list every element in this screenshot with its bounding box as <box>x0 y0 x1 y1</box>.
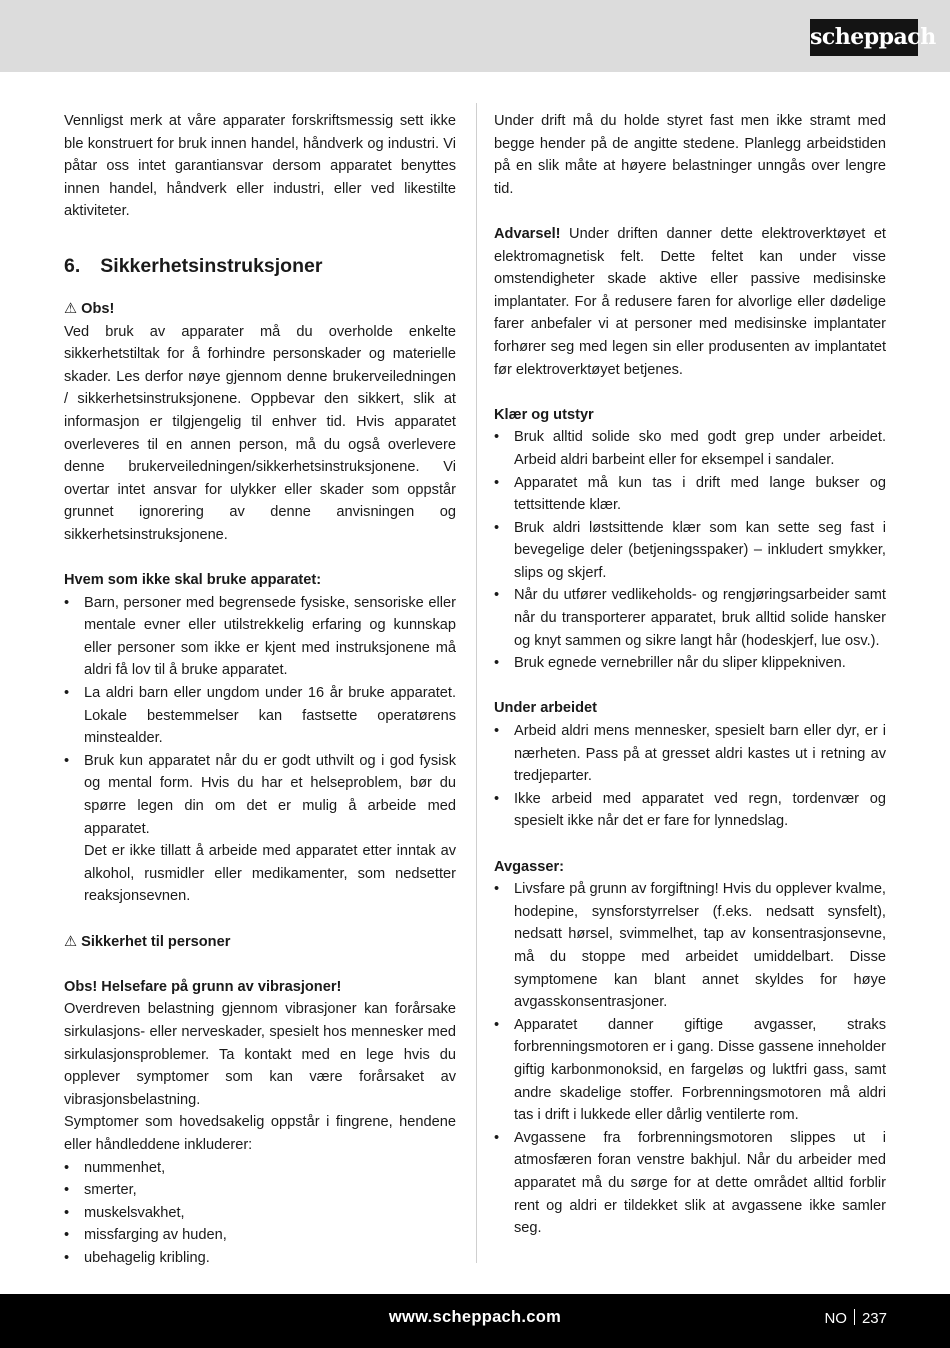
intro-paragraph: Vennligst merk at våre apparater forskriftsmessig sett ikke ble konstruert for bruk innen handel, håndverk og industri. Vi påtar oss intet garantiansvar dersom apparatet benyttes innen handel, håndverk eller industri, eller ved likestilte aktiviteter. <box>64 113 456 220</box>
who-continuation: Det er ikke tillatt å arbeide med apparatet etter inntak av alkohol, rusmidler eller medikamenter, som nedsetter reaksjonsevnen. <box>84 843 456 905</box>
list-item: • Når du utfører vedlikeholds- og rengjøringsarbeider samt når du transporterer apparatet, bruk alltid solide hansker og knyt sammen og sikre langt hår (hodeskjerf, lue osv.). <box>494 584 886 652</box>
symptoms-list <box>64 1157 456 1270</box>
page-number: 237 <box>861 1310 887 1327</box>
list-item: • ubehagelig kribling. <box>64 1247 456 1270</box>
list-item: • Avgassene fra forbrenningsmotoren slippes ut i atmosfæren foran venstre bakhjul. Når du arbeider med apparatet må du sørge for at dette området alltid forblir rent og aldri er tildekket slik at avgassene ikke samler seg. <box>494 1127 886 1240</box>
list-item: • nummenhet, <box>64 1157 456 1180</box>
header-bar <box>0 0 950 72</box>
list-item: • Bruk egnede vernebriller når du sliper klippekniven. <box>494 652 886 675</box>
list-item: • smerter, <box>64 1179 456 1202</box>
list-item: • Bruk alltid solide sko med godt grep under arbeidet. Arbeid aldri barbeint eller for eksempel i sandaler. <box>494 426 886 471</box>
list-item: • Apparatet må kun tas i drift med lange bukser og tettsittende klær. <box>494 472 886 517</box>
list-item: • missfarging av huden, <box>64 1224 456 1247</box>
who-list <box>64 592 456 841</box>
column-divider <box>476 103 477 1263</box>
footer-url[interactable]: www.scheppach.com <box>388 1308 562 1326</box>
list-item: • Bruk kun apparatet når du er godt uthvilt og i god fysisk og mental form. Hvis du har et helseproblem, bør du spørre legen din om det er mulig å arbeide med apparatet. <box>64 750 456 840</box>
operation-paragraph: Under drift må du holde styret fast men ikke stramt med begge hender på de angitte stedene. Planlegg arbeidstiden på en slik måte at høyere belastninger unngås over lengre tid. <box>494 113 886 197</box>
warning-paragraph <box>494 223 886 381</box>
warning-text: Under driften danner dette elektroverktøyet et elektromagnetisk felt. Dette feltet kan under visse omstendigheter skade aktive eller passive medisinske implantater. For å redusere faren for alvorlige eller dødelige farer anbefaler vi at personer med medisinske implantater forhører seg med legen sin eller produsenten av implantatet før elektroverktøyet betjenes. <box>494 225 886 378</box>
vibration-paragraph: Overdreven belastning gjennom vibrasjoner kan forårsake sirkulasjons- eller nerveskader, spesielt hos mennesker med sirkulasjonsproblemer. Ta kontakt med en lege hvis du opplever symptomer som kan være forårsaket av vibrasjonsbelastning. <box>64 1001 456 1108</box>
footer-bar <box>0 1294 950 1348</box>
list-item: • Barn, personer med begrensede fysiske, sensoriske eller mentale evner eller utilstrekkelig erfaring og kunnskap eller personer som ikke er kjent med instruksjonene må aldri få lov til å bruke apparatet. <box>64 592 456 682</box>
warning-label: Advarsel! <box>494 225 561 242</box>
section-title: Sikkerhetsinstruksjoner <box>100 254 323 277</box>
obs-heading: ⚠ Obs! <box>64 300 115 317</box>
vibration-heading: Obs! Helsefare på grunn av vibrasjoner! <box>64 978 342 995</box>
list-item: • La aldri barn eller ungdom under 16 år bruke apparatet. Lokale bestemmelser kan fastsette operatørens minstealder. <box>64 682 456 750</box>
list-item: • Bruk aldri løstsittende klær som kan sette seg fast i bevegelige deler (betjeningsspaker) – inkludert smykker, slips og skjerf. <box>494 517 886 585</box>
work-list <box>494 720 886 833</box>
section-number: 6. <box>64 254 81 277</box>
separator <box>854 1309 855 1325</box>
work-heading: Under arbeidet <box>494 700 597 717</box>
list-item: • Arbeid aldri mens mennesker, spesielt barn eller dyr, er i nærheten. Pass på at gresset aldri kastes ut i retning av tredjeparter. <box>494 720 886 788</box>
persons-heading: ⚠ Sikkerhet til personer <box>64 933 231 950</box>
who-heading: Hvem som ikke skal bruke apparatet: <box>64 572 322 589</box>
brand-logo: scheppach <box>810 19 918 56</box>
list-item: • Apparatet danner giftige avgasser, straks forbrenningsmotoren er i gang. Disse gassene inneholder giftig karbonmonoksid, en fargeløs og luktfri gass, samt andre skadelige stoffer. Forbrenningsmotoren må aldri tas i drift i lukkede eller dårlig ventilerte rom. <box>494 1014 886 1127</box>
exhaust-heading: Avgasser: <box>494 858 565 875</box>
exhaust-list <box>494 878 886 1240</box>
symptoms-paragraph: Symptomer som hovedsakelig oppstår i fingrene, hendene eller håndleddene inkluderer: <box>64 1114 456 1153</box>
left-column <box>64 110 456 1270</box>
clothing-list <box>494 426 886 675</box>
clothing-heading: Klær og utstyr <box>494 406 594 423</box>
section-heading <box>64 253 456 279</box>
obs-paragraph: Ved bruk av apparater må du overholde enkelte sikkerhetstiltak for å forhindre personskader og materielle skader. Les derfor nøye gjennom denne brukerveiledningen / sikkerhetsinstruksjonene. Oppbevar den sikkert, slik at informasjon er tilgjengelig til enhver tid. Hvis apparatet overleveres til en annen person, må du også overlevere denne brukerveiledningen/sikkerhetsinstruksjonene. Vi overtar intet ansvar for ulykker eller skader som oppstår grunnet ignorering av denne anvisningen og sikkerhetsinstruksjonene. <box>64 323 456 543</box>
list-item: • Ikke arbeid med apparatet ved regn, tordenvær og spesielt ikke når det er fare for lynnedslag. <box>494 788 886 833</box>
list-item: • Livsfare på grunn av forgiftning! Hvis du opplever kvalme, hodepine, synsforstyrrelser (f.eks. nedsatt synsfelt), nedsatt hørsel, svimmelhet, tap av konsentrasjonsevne, må du stoppe med arbeidet umiddelbart. Disse symptomene kan blant annet skyldes for høye avgasskonsentrasjoner. <box>494 878 886 1014</box>
language-code: NO <box>824 1310 847 1327</box>
list-item: • muskelsvakhet, <box>64 1202 456 1225</box>
page-indicator <box>824 1309 887 1327</box>
right-column <box>494 110 886 1240</box>
